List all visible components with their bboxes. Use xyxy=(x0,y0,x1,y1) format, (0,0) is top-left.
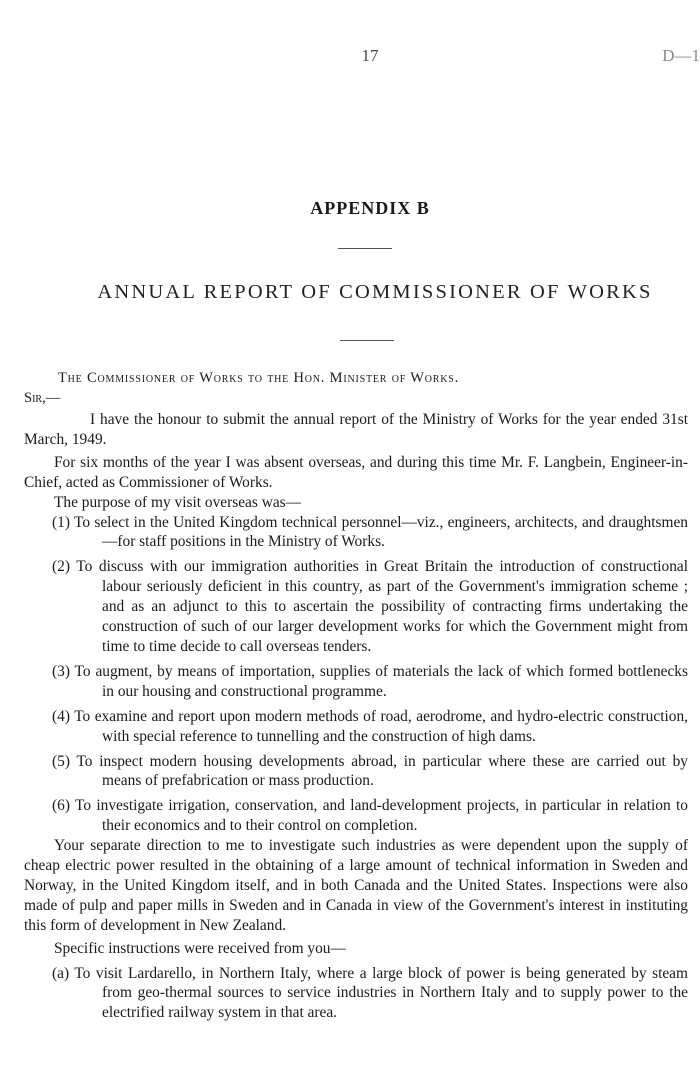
divider-rule xyxy=(338,248,392,249)
appendix-title: APPENDIX B xyxy=(310,198,430,218)
report-title: ANNUAL REPORT OF COMMISSIONER OF WORKS xyxy=(97,281,653,303)
salutation: Sir,— xyxy=(24,390,61,406)
purpose-item: (6) To investigate irrigation, conservation, and land-development projects, in particular in relation to their economics and to their control on completion. xyxy=(52,797,688,835)
addressee-line: The Commissioner of Works to the Hon. Minister of Works. xyxy=(58,370,460,386)
report-body xyxy=(24,410,688,1023)
purpose-item: (1) To select in the United Kingdom technical personnel—viz., engineers, architects, and draughtsmen—for staff positions in the Ministry of Works. xyxy=(52,513,688,551)
paragraph: Specific instructions were received from you— xyxy=(54,939,346,957)
page-reference: D—1 xyxy=(662,46,700,65)
instruction-item: (a) To visit Lardarello, in Northern Italy, where a large block of power is being generated by steam from geo-thermal sources to service industries in Northern Italy and to supply power to the electrified railway system in that area. xyxy=(52,964,688,1022)
purpose-item: (2) To discuss with our immigration authorities in Great Britain the introduction of constructional labour seriously deficient in this country, as part of the Government's immigration scheme ; and as an adjunct to this to ascertain the possibility of contracting firms undertaking the construction of such of our larger development works for which the Government might from time to time decide to call overseas tenders. xyxy=(52,558,688,655)
purpose-item: (4) To examine and report upon modern methods of road, aerodrome, and hydro-electric construction, with special reference to tunnelling and the construction of high dams. xyxy=(52,707,688,745)
paragraph: Your separate direction to me to investigate such industries as were dependent upon the supply of cheap electric power resulted in the obtaining of a large amount of technical information in Sweden and Norway, in the United Kingdom itself, and in both Canada and the United States. Inspections were also made of pulp and paper mills in Sweden and in Canada in view of the Government's interest in instituting this form of development in New Zealand. xyxy=(24,837,688,934)
purpose-item: (3) To augment, by means of importation, supplies of materials the lack of which formed bottlenecks in our housing and constructional programme. xyxy=(52,662,688,700)
page-number: 17 xyxy=(361,46,379,65)
paragraph: The purpose of my visit overseas was— xyxy=(54,493,302,511)
divider-rule xyxy=(340,340,394,341)
paragraph: I have the honour to submit the annual report of the Ministry of Works for the year ended 31st March, 1949. xyxy=(24,411,688,448)
paragraph: For six months of the year I was absent overseas, and during this time Mr. F. Langbein, Engineer-in-Chief, acted as Commissioner of Works. xyxy=(24,453,688,491)
purpose-item: (5) To inspect modern housing developments abroad, in particular where these are carried out by means of prefabrication or mass production. xyxy=(52,752,688,790)
